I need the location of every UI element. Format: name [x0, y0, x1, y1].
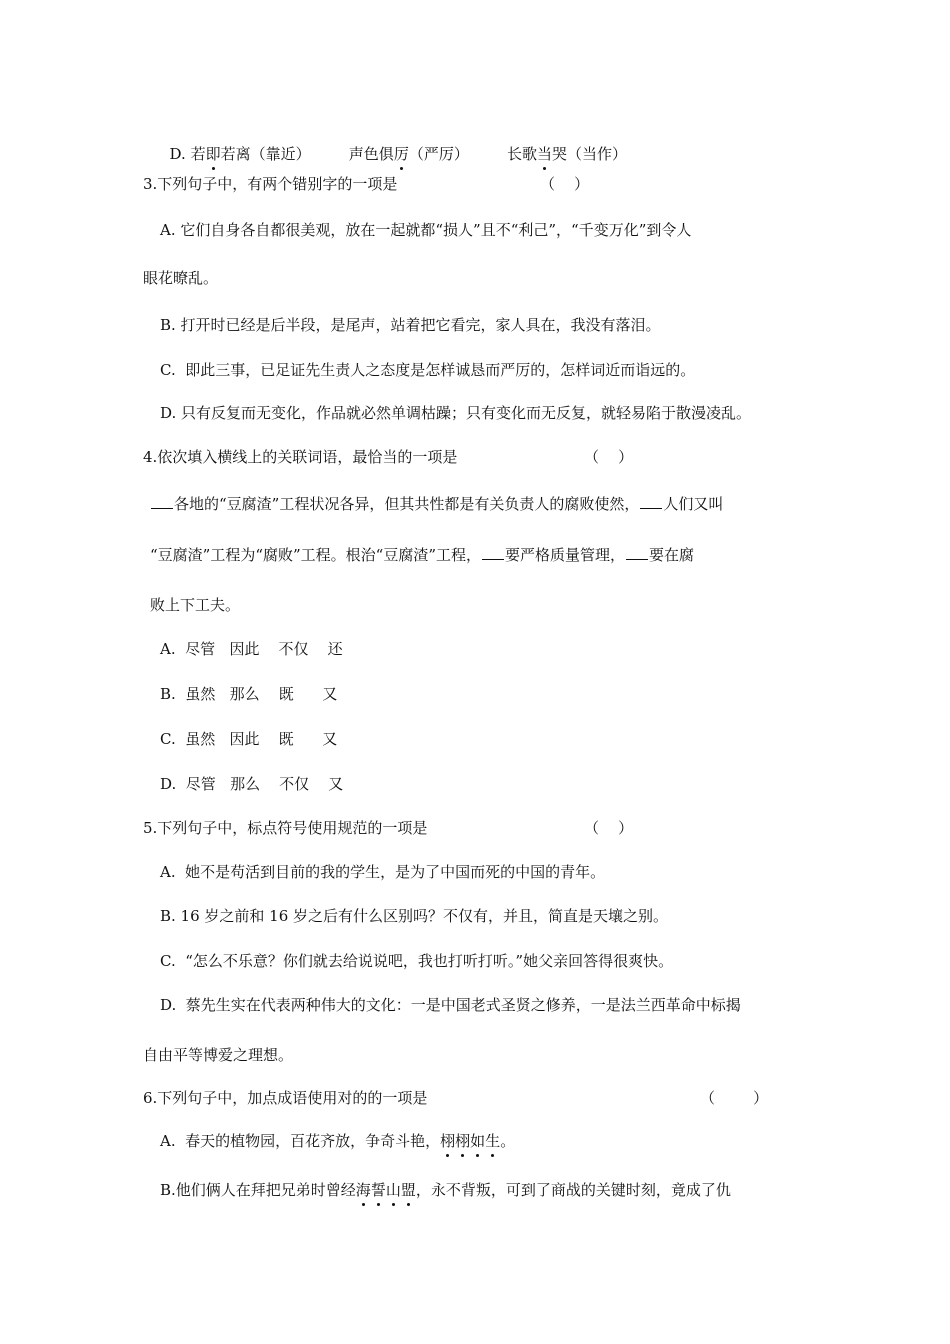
q6-option-a: A. 春天的植物园，百花齐放，争奇斗艳，栩栩如生。: [160, 1132, 516, 1150]
fill-blank-2[interactable]: [640, 494, 662, 509]
q4-answer-paren: （ ）: [584, 448, 634, 466]
q4-option-c: C. 虽然 因此 既 又: [160, 730, 338, 748]
q6-option-b: B.他们俩人在拜把兄弟时曾经海誓山盟，永不背叛，可到了商战的关键时刻，竟成了仇: [160, 1181, 731, 1199]
q4-option-d: D. 尽管 那么 不仅 又: [160, 775, 344, 793]
option-label: D.: [169, 145, 186, 163]
q4-passage-line-1: 各地的“豆腐渣”工程状况各异，但其共性都是有关负责人的腐败使然， 人们又叫: [150, 494, 723, 514]
q5-option-d: D. 蔡先生实在代表两种伟大的文化：一是中国老式圣贤之修养，一是法兰西革命中标揭: [160, 996, 741, 1014]
q3-option-a: A. 它们自身各自都很美观，放在一起就都“损人”且不“利己”，“千变万化”到令人: [160, 221, 692, 239]
q5-option-d-cont: 自由平等博爱之理想。: [143, 1046, 294, 1064]
idiom-item-1: 若即若离（靠近）: [190, 145, 311, 163]
q4-option-a: A. 尽管 因此 不仅 还: [160, 640, 343, 658]
q3-option-c: C. 即此三事，已足证先生责人之态度是怎样诚恳而严厉的，怎样词近而诣远的。: [160, 361, 696, 379]
q3-answer-paren: （ ）: [540, 175, 590, 193]
q3-stem: 3.下列句子中，有两个错别字的一项是: [143, 175, 398, 193]
q2-option-d: [160, 124, 627, 164]
q6-answer-paren: （ ）: [700, 1089, 769, 1107]
q3-option-d: D. 只有反复而无变化，作品就必然单调枯躁；只有变化而无反复，就轻易陷于散漫凌乱。: [160, 404, 752, 422]
q4-stem: 4.依次填入横线上的关联词语，最恰当的一项是: [143, 448, 458, 466]
q5-option-b: B. 16 岁之前和 16 岁之后有什么区别吗？不仅有，并且，简直是天壤之别。: [160, 907, 669, 925]
q5-stem: 5.下列句子中，标点符号使用规范的一项是: [143, 819, 428, 837]
fill-blank-1[interactable]: [151, 494, 173, 509]
q3-option-a-cont: 眼花暸乱。: [143, 269, 219, 287]
q3-option-b: B. 打开时已经是后半段，是尾声，站着把它看完，家人具在，我没有落泪。: [160, 316, 661, 334]
fill-blank-3[interactable]: [482, 545, 504, 560]
idiom-item-3: 长歌当哭（当作）: [507, 145, 628, 163]
q4-passage-line-2: “豆腐渣”工程为“腐败”工程。根治“豆腐渣”工程， 要严格质量管理， 要在腐: [150, 546, 695, 564]
idiom-item-2: 声色俱厉（严厉）: [348, 145, 469, 163]
q4-option-b: B. 虽然 那么 既 又: [160, 685, 338, 703]
q5-option-a: A. 她不是苟活到目前的我的学生，是为了中国而死的中国的青年。: [160, 863, 606, 881]
q6-stem: 6.下列句子中，加点成语使用对的的一项是: [143, 1089, 428, 1107]
q4-passage-line-3: 败上下工夫。: [150, 596, 241, 614]
q5-answer-paren: （ ）: [584, 819, 634, 837]
fill-blank-4[interactable]: [626, 545, 648, 560]
q5-option-c: C. “怎么不乐意？你们就去给说说吧，我也打听打听。”她父亲回答得很爽快。: [160, 952, 674, 970]
